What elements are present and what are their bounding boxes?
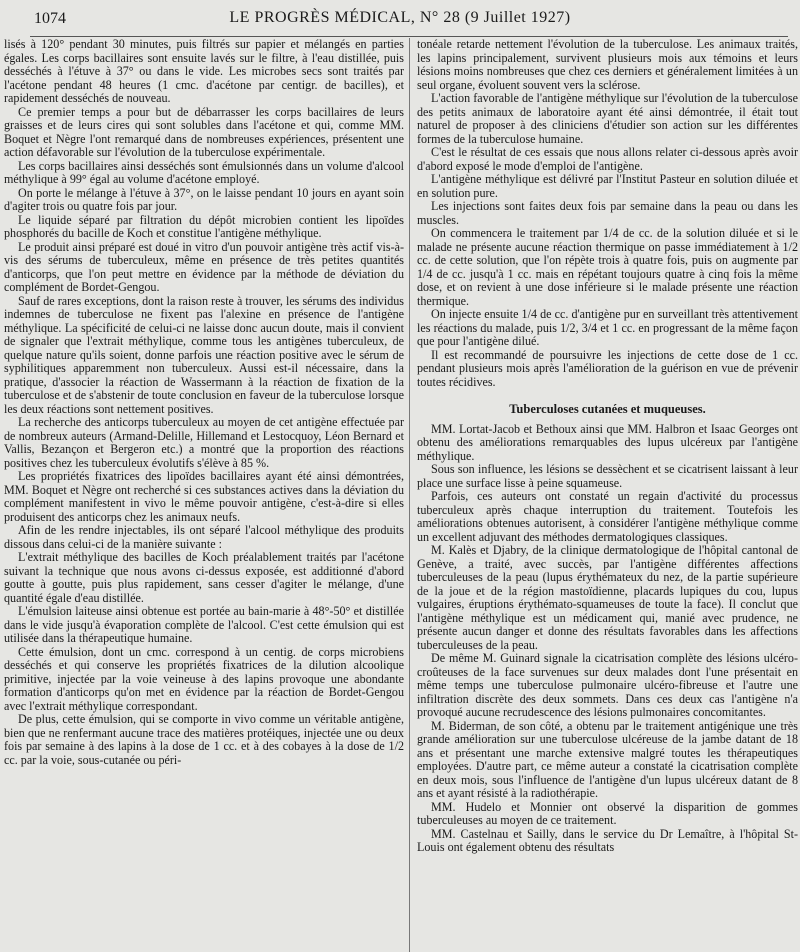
column-divider <box>409 38 410 952</box>
paragraph: Les injections sont faites deux fois par semaine dans la peau ou dans les muscles. <box>417 199 798 227</box>
paragraph: L'extrait méthylique des bacilles de Koch préalablement traités par l'acétone suivant la technique que nous avons ci-dessus exposée, est additionné d'abord goutte à goutte, puis plus rapidement, sans cesser d'agiter le mélange, d'une quantité égale d'eau distillée. <box>4 550 404 605</box>
paragraph: Parfois, ces auteurs ont constaté un regain d'activité du processus tuberculeux après chaque interruption du traitement. Toutefois les améliorations obtenues autorisent, à considérer l'antigène méthylique comme un excellent adjuvant des méthodes dermatologiques classiques. <box>417 489 798 544</box>
paragraph: Les corps bacillaires ainsi desséchés sont émulsionnés dans un volume d'alcool méthylique à 99° égal au volume d'acétone employé. <box>4 158 404 186</box>
paragraph: C'est le résultat de ces essais que nous allons relater ci-dessous après avoir d'abord exposé le mode d'emploi de l'antigène. <box>417 145 798 173</box>
journal-title: LE PROGRÈS MÉDICAL, N° 28 (9 Juillet 1927) <box>229 9 571 26</box>
paragraph: On porte le mélange à l'étuve à 37°, on le laisse pendant 10 jours en ayant soin d'agiter trois ou quatre fois par jour. <box>4 185 404 213</box>
paragraph: L'émulsion laiteuse ainsi obtenue est portée au bain-marie à 48°-50° et distillée dans le vide jusqu'à évaporation complète de l'alcool. C'est cette émulsion qui est utilisée dans la thérapeutique humaine. <box>4 604 404 645</box>
paragraph: Cette émulsion, dont un cmc. correspond à un centig. de corps microbiens desséchés et qui conserve les propriétés fixatrices de la dilution alcoolique primitive, injectée par la voie veineuse à des lapins provoque une abondante formation d'anticorps qu'on met en évidence par la réaction de Bordet-Gengou avec l'extrait méthylique correspondant. <box>4 644 404 713</box>
paragraph: Ce premier temps a pour but de débarrasser les corps bacillaires de leurs graisses et de leurs cires qui sont solubles dans l'acétone et qui, comme MM. Boquet et Nègre l'ont remarqué dans de nombreuses expériences, présentent une action défavorable sur l'évolution de la tuberculose expérimentale. <box>4 104 404 159</box>
page-header <box>0 8 800 32</box>
paragraph: lisés à 120° pendant 30 minutes, puis filtrés sur papier et mélangés en parties égales. Les corps bacillaires sont ensuite lavés sur le filtre, à l'eau distillée, puis desséchés à l'étuve à 37° ou dans le vide. Les microbes secs sont traités par l'acétone pendant 48 heures (1 cmc. d'acétone par centigr. de bacilles), et rapidement desséchés de nouveau. <box>4 38 404 105</box>
paragraph: tonéale retarde nettement l'évolution de la tuberculose. Les animaux traités, les lapins principalement, survivent plusieurs mois aux témoins et leurs lésions moins nombreuses que chez ces derniers et généralement limitées à un seul organe, évoluent souvent vers la sclérose. <box>417 38 798 92</box>
paragraph: MM. Lortat-Jacob et Bethoux ainsi que MM. Halbron et Isaac Georges ont obtenu des améliorations remarquables des lupus ulcéreux par l'antigène méthylique. <box>417 421 798 463</box>
paragraph: M. Kalès et Djabry, de la clinique dermatologique de l'hôpital cantonal de Genève, a traité, avec succès, par l'antigène différentes affections tuberculeuses de la peau (lupus érythémateux du nez, de la partie supérieure de la joue et de la région mastoïdienne, placards lupiques du cou, lupus vulgaires, éruptions érythémato-squameuses de toute la face). Il conclut que l'antigène méthylique est un médicament qui, manié avec prudence, ne présente aucun danger et donne des résultats favorables dans les affections tuberculeuses de la peau. <box>417 543 798 652</box>
paragraph: De même M. Guinard signale la cicatrisation complète des lésions ulcéro-croûteuses de la face survenues sur deux malades dont l'une présentait en même temps une tuberculose pulmonaire ulcéro-fibreuse et l'autre une infiltration discrète des deux sommets. Dans ces deux cas l'antigène n'a provoqué aucune recrudescence des lésions pulmonaires concomitantes. <box>417 651 798 719</box>
paragraph: MM. Hudelo et Monnier ont observé la disparition de gommes tuberculeuses au moyen de ce traitement. <box>417 799 798 827</box>
page-number: 1074 <box>34 10 66 27</box>
paragraph: L'antigène méthylique est délivré par l'Institut Pasteur en solution diluée et en solution pure. <box>417 172 798 200</box>
header-rule <box>30 36 788 37</box>
paragraph: MM. Castelnau et Sailly, dans le service du Dr Lemaître, à l'hôpital St-Louis ont également obtenu des résultats <box>417 826 798 854</box>
paragraph: Afin de les rendre injectables, ils ont séparé l'alcool méthylique des produits dissous dans celui-ci de la manière suivante : <box>4 523 404 551</box>
paragraph: On injecte ensuite 1/4 de cc. d'antigène pur en surveillant très attentivement les réactions du malade, puis 1/2, 3/4 et 1 cc. en progressant de la même façon que pour l'antigène dilué. <box>417 307 798 348</box>
section-heading: Tuberculoses cutanées et muqueuses. <box>509 402 706 416</box>
paragraph: La recherche des anticorps tuberculeux au moyen de cet antigène effectuée par de nombreux auteurs (Armand-Delille, Hillemand et Lestocquoy, Léon Bernard et Vallis, Bezançon et Bergeron etc.) a montré que la proportion des réactions positives chez les tuberculeux évolutifs s'élève à 85 %. <box>4 415 404 470</box>
paragraph: De plus, cette émulsion, qui se comporte in vivo comme un véritable antigène, bien que ne renfermant aucune trace des matières protéiques, injectée une ou deux fois par semaine à des lapins à la dose de 1 cc. et à des cobayes à la dose de 1/2 cc. par la voie, sous-cutanée ou péri- <box>4 712 404 767</box>
paragraph: M. Biderman, de son côté, a obtenu par le traitement antigénique une très grande amélioration sur une tuberculose ulcéreuse de la jambe datant de 18 ans et présentant une marche extensive malgré toutes les thérapeutiques employées. D'autre part, ce même auteur a constaté la cicatrisation complète en deux mois, sous l'influence de l'antigène d'un lupus ulcéreux datant de 8 ans et ayant résisté à la radiothérapie. <box>417 718 798 800</box>
paragraph: Le produit ainsi préparé est doué in vitro d'un pouvoir antigène très actif vis-à-vis des sérums de tuberculeux, même en présence de très petites quantités d'anticorps, que l'on peut mettre en évidence par la méthode de déviation du complément de Bordet-Gengou. <box>4 239 404 294</box>
paragraph: Les propriétés fixatrices des lipoïdes bacillaires ayant été ainsi démontrées, MM. Boquet et Nègre ont recherché si ces substances actives dans la déviation du complément manifestent in vivo le même pouvoir antigène, c'est-à-dire si elles produisent des anticorps chez les animaux neufs. <box>4 469 404 524</box>
paragraph: Il est recommandé de poursuivre les injections de cette dose de 1 cc. pendant plusieurs mois après l'amélioration de la guérison en vue de prévenir toutes récidives. <box>417 347 798 389</box>
paragraph: On commencera le traitement par 1/4 de cc. de la solution diluée et si le malade ne présente aucune réaction thermique on passe immédiatement à 1/2 cc. de cette solution, que l'on répète trois à quatre fois, puis on augmente par 1/4 de cc. jusqu'à 1 cc. mais en répétant toujours quatre à cinq fois la même dose, et on revient à une dose inférieure si le malade présente une réaction thermique. <box>417 226 798 308</box>
left-column <box>4 38 404 952</box>
paragraph: Sauf de rares exceptions, dont la raison reste à trouver, les sérums des individus indemnes de tuberculose ne fixent pas l'alexine en présence de l'antigène méthylique. La spécificité de celui-ci ne laisse donc aucun doute, mais il convient de signaler que l'extrait méthylique, comme tous les antigènes tuberculeux, de quelque nature qu'ils soient, donne parfois une réaction positive avec le sérum de syphilitiques apparemment non tuberculeux. Aussi est-il nécessaire, dans la pratique, d'associer la réaction de Wassermann à la réaction de fixation de la tuberculose et de s'abstenir de toute conclusion en faveur de la tuberculose lorsque les deux réactions sont nettement positives. <box>4 293 404 416</box>
paragraph: L'action favorable de l'antigène méthylique sur l'évolution de la tuberculose des petits animaux de laboratoire ayant été ainsi démontrée, il était tout naturel de proposer à des cliniciens d'étudier son action sur les différentes formes de la tuberculose humaine. <box>417 91 798 146</box>
paragraph: Sous son influence, les lésions se dessèchent et se cicatrisent laissant à leur place une surface lisse à peine squameuse. <box>417 462 798 490</box>
right-column <box>417 38 798 952</box>
paragraph: Le liquide séparé par filtration du dépôt microbien contient les lipoïdes phosphorés du bacille de Koch et constitue l'antigène méthylique. <box>4 212 404 240</box>
